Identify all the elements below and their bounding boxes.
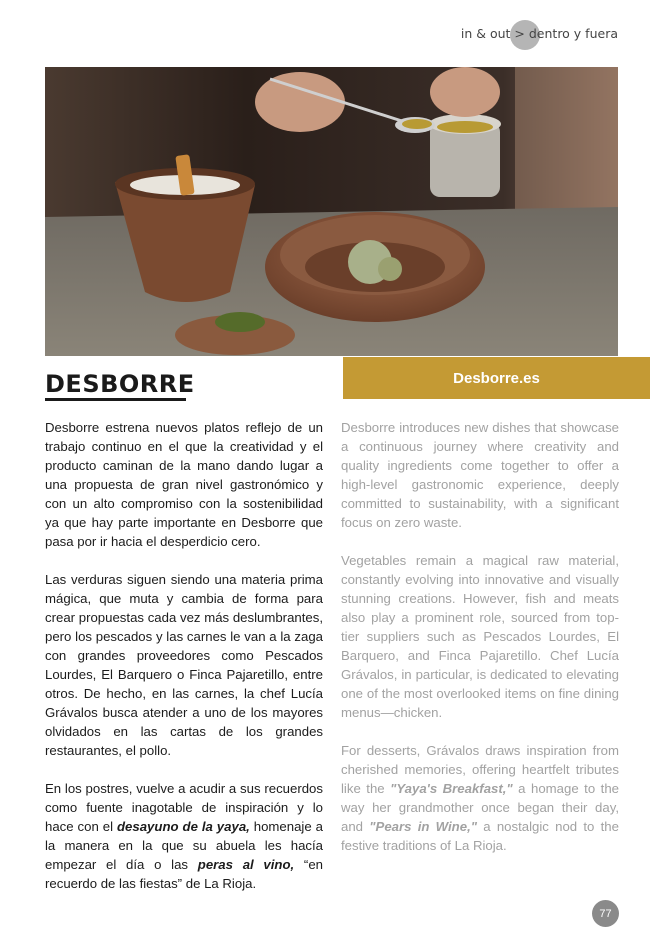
spanish-p3-text-c: “en recuerdo de las fiestas” de La Rioja. xyxy=(45,857,323,891)
website-link[interactable] xyxy=(343,357,650,399)
english-paragraph-1: Desborre introduces new dishes that showcase a continuous journey where creativity and quality ingredients come together to offer a high-level gastronomic experience, deeply committed to sustainability, with a significant focus on zero waste. xyxy=(341,420,619,530)
english-paragraph-3 xyxy=(341,741,619,855)
english-column xyxy=(341,418,619,874)
english-p3-emphasis-1: "Yaya's Breakfast," xyxy=(390,781,513,796)
page-number: 77 xyxy=(592,900,619,927)
spanish-p3-emphasis-2: peras al vino, xyxy=(197,857,295,872)
spanish-p3-emphasis-1: desayuno de la yaya, xyxy=(117,819,250,834)
spanish-p3-text-a: En los postres, vuelve a acudir a sus recuerdos como fuente inagotable de inspiración y lo hace con el xyxy=(45,781,323,834)
food-photo-illustration xyxy=(45,67,618,356)
spanish-paragraph-1: Desborre estrena nuevos platos reflejo de un trabajo continuo en el que la creatividad y el producto caminan de la mano dando lugar a una propuesta de gran nivel gastronómico y con un alto compromiso con la sostenibilidad ya que hay parte importante en Desborre que pasa por ir hacia el desperdicio cero. xyxy=(45,420,323,549)
spanish-column xyxy=(45,418,323,912)
english-p3-text-a: For desserts, Grávalos draws inspiration from cherished memories, offering heartfelt tributes like the xyxy=(341,743,619,796)
food-photo xyxy=(45,67,618,356)
english-paragraph-2: Vegetables remain a magical raw material, constantly evolving into innovative and visually stunning creations. However, fish and meats also play a prominent role, sourced from top-tier suppliers such as Pescados Lourdes, El Barquero, and Finca Pajaretillo. Chef Lucía Grávalos, in particular, is dedicated to elevating one of the most overlooked items on fine dining menus—chicken. xyxy=(341,553,619,720)
article-title: DESBORRE xyxy=(45,370,195,398)
spanish-paragraph-2: Las verduras siguen siendo una materia prima mágica, que muta y cambia de forma para crear propuestas cada vez más deslumbrantes, pero los pescados y las carnes le van a la zaga con grandes proveedores como Pescados Lourdes, El Barquero o Finca Pajaretillo, entre otros. De hecho, en las carnes, la chef Lucía Grávalos busca atender a uno de los mayores olvidados en las cartas de los grandes restaurantes, el pollo. xyxy=(45,572,323,758)
section-label: in & out > dentro y fuera xyxy=(460,26,618,41)
english-p3-text-c: a nostalgic nod to the festive traditions of La Rioja. xyxy=(341,819,619,853)
english-p3-text-b: a homage to the way her grandmother once began their day, and xyxy=(341,781,619,834)
english-p3-emphasis-2: "Pears in Wine," xyxy=(369,819,477,834)
title-underline xyxy=(45,398,186,401)
website-label: Desborre.es xyxy=(453,369,540,387)
spanish-paragraph-3 xyxy=(45,779,323,893)
spanish-p3-text-b: homenaje a la manera en la que su abuela les hacía empezar el día o las xyxy=(45,819,323,872)
